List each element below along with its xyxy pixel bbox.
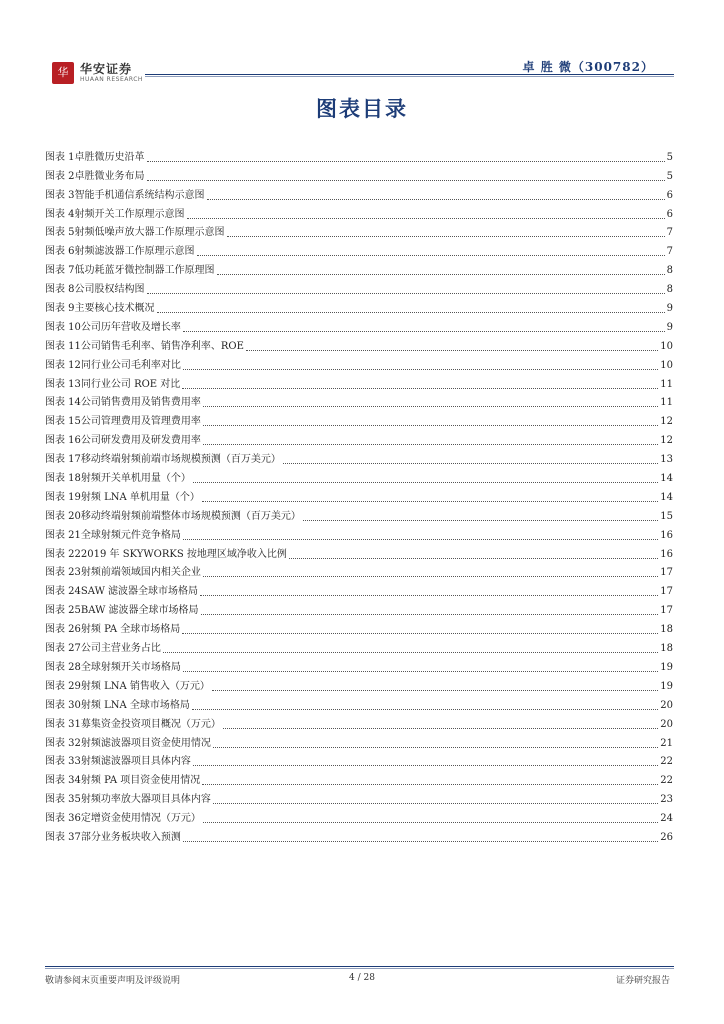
toc-entry[interactable] (45, 202, 673, 221)
toc-entry[interactable] (45, 428, 673, 447)
toc-entry-prefix: 图表 26 (45, 624, 81, 636)
toc-leader-dots (202, 783, 658, 785)
toc-entry-label: 定增资金使用情况（万元） (80, 813, 201, 825)
toc-leader-dots (193, 764, 658, 766)
toc-leader-dots (192, 708, 658, 710)
toc-entry-page: 9 (666, 303, 673, 315)
toc-entry-page: 20 (660, 718, 673, 730)
toc-entry-page: 22 (660, 756, 673, 768)
toc-leader-dots (203, 575, 658, 577)
toc-entry-page: 17 (660, 586, 673, 598)
toc-entry[interactable] (45, 787, 673, 806)
toc-entry-page: 17 (660, 567, 673, 579)
toc-entry-label: 射频 LNA 销售收入（万元） (80, 680, 210, 692)
logo-text (80, 62, 143, 84)
toc-entry-page: 6 (666, 189, 673, 201)
toc-leader-dots (227, 235, 665, 237)
toc-entry-label: 智能手机通信系统结构示意图 (74, 189, 205, 201)
footer-disclaimer: 敬请参阅末页重要声明及评级说明 (45, 976, 181, 986)
header-divider-secondary (145, 76, 674, 77)
toc-list (45, 145, 673, 844)
toc-entry-label: 射频 LNA 单机用量（个） (80, 491, 200, 503)
toc-leader-dots (147, 179, 665, 181)
toc-entry[interactable] (45, 617, 673, 636)
toc-entry-label: 部分业务板块收入预测 (80, 831, 181, 843)
toc-entry-label: 公司研发费用及研发费用率 (80, 435, 201, 447)
toc-leader-dots (207, 198, 665, 200)
toc-entry-page: 23 (660, 794, 673, 806)
toc-entry-label: 卓胜微历史沿革 (74, 151, 145, 163)
toc-entry-label: 公司销售毛利率、销售净利率、ROE (80, 340, 244, 352)
toc-entry[interactable] (45, 315, 673, 334)
toc-entry[interactable] (45, 447, 673, 466)
toc-entry-prefix: 图表 15 (45, 416, 81, 428)
toc-entry-label: 射频滤波器工作原理示意图 (74, 246, 195, 258)
toc-entry-prefix: 图表 6 (45, 246, 75, 258)
toc-entry-prefix: 图表 12 (45, 359, 81, 371)
toc-entry-page: 19 (660, 661, 673, 673)
toc-entry-label: 2019 年 SKYWORKS 按地理区域净收入比例 (80, 548, 287, 560)
toc-entry-prefix: 图表 1 (45, 151, 75, 163)
toc-entry-page: 5 (666, 170, 673, 182)
toc-entry[interactable] (45, 504, 673, 523)
toc-entry[interactable] (45, 391, 673, 410)
toc-entry-prefix: 图表 34 (45, 775, 81, 787)
toc-entry-label: 射频功率放大器项目具体内容 (80, 794, 211, 806)
toc-entry-prefix: 图表 8 (45, 284, 75, 296)
toc-leader-dots (203, 443, 658, 445)
toc-leader-dots (200, 594, 658, 596)
toc-leader-dots (212, 689, 658, 691)
toc-entry-page: 22 (660, 775, 673, 787)
toc-entry-prefix: 图表 3 (45, 189, 75, 201)
toc-entry[interactable] (45, 806, 673, 825)
toc-leader-dots (157, 311, 665, 313)
toc-entry-page: 11 (660, 378, 673, 390)
toc-entry-page: 15 (660, 510, 673, 522)
company-name: 卓 胜 微（300782） (522, 60, 654, 74)
toc-entry-prefix: 图表 19 (45, 491, 81, 503)
toc-entry-label: 募集资金投资项目概况（万元） (80, 718, 221, 730)
toc-entry-page: 18 (660, 643, 673, 655)
toc-entry[interactable] (45, 825, 673, 844)
toc-entry-label: 移动终端射频前端整体市场规模预测（百万美元） (80, 510, 301, 522)
toc-leader-dots (187, 217, 665, 219)
toc-entry-page: 18 (660, 624, 673, 636)
toc-entry[interactable] (45, 183, 673, 202)
toc-entry-page: 16 (660, 529, 673, 541)
toc-entry-label: 射频滤波器项目资金使用情况 (80, 737, 211, 749)
toc-leader-dots (203, 405, 658, 407)
toc-entry[interactable] (45, 598, 673, 617)
toc-entry-page: 13 (660, 454, 673, 466)
toc-entry-page: 17 (660, 605, 673, 617)
toc-entry-label: 公司历年营收及增长率 (80, 321, 181, 333)
toc-entry-prefix: 图表 20 (45, 510, 81, 522)
toc-entry-page: 24 (660, 813, 673, 825)
toc-entry[interactable] (45, 164, 673, 183)
toc-entry[interactable] (45, 693, 673, 712)
toc-entry[interactable] (45, 523, 673, 542)
page-title: 图表目录 (316, 96, 408, 121)
toc-entry[interactable] (45, 655, 673, 674)
toc-entry-prefix: 图表 37 (45, 831, 81, 843)
toc-entry[interactable] (45, 145, 673, 164)
toc-entry-prefix: 图表 31 (45, 718, 81, 730)
toc-leader-dots (147, 160, 665, 162)
toc-entry-page: 8 (666, 265, 673, 277)
toc-entry[interactable] (45, 579, 673, 598)
toc-entry-label: 公司股权结构图 (74, 284, 145, 296)
toc-entry-prefix: 图表 5 (45, 227, 75, 239)
toc-leader-dots (213, 802, 658, 804)
toc-entry[interactable] (45, 221, 673, 240)
toc-entry[interactable] (45, 277, 673, 296)
toc-entry-label: 全球射频开关市场格局 (80, 661, 181, 673)
toc-entry-prefix: 图表 22 (45, 548, 81, 560)
toc-entry-page: 8 (666, 284, 673, 296)
toc-entry[interactable] (45, 334, 673, 353)
toc-leader-dots (303, 519, 658, 521)
toc-entry-prefix: 图表 10 (45, 321, 81, 333)
toc-entry[interactable] (45, 466, 673, 485)
toc-entry-label: 低功耗蓝牙微控制器工作原理图 (74, 265, 215, 277)
toc-entry-page: 7 (666, 227, 673, 239)
toc-entry-prefix: 图表 30 (45, 699, 81, 711)
toc-entry-prefix: 图表 32 (45, 737, 81, 749)
toc-leader-dots (182, 632, 658, 634)
toc-entry-label: 卓胜微业务布局 (74, 170, 145, 182)
toc-leader-dots (183, 330, 665, 332)
toc-entry-page: 12 (660, 435, 673, 447)
toc-leader-dots (223, 727, 658, 729)
toc-entry-prefix: 图表 27 (45, 643, 81, 655)
toc-entry[interactable] (45, 712, 673, 731)
toc-entry[interactable] (45, 768, 673, 787)
toc-entry-page: 10 (660, 340, 673, 352)
toc-entry-page: 7 (666, 246, 673, 258)
toc-entry-prefix: 图表 21 (45, 529, 81, 541)
toc-entry[interactable] (45, 372, 673, 391)
toc-leader-dots (193, 481, 658, 483)
toc-entry-label: 射频开关工作原理示意图 (74, 208, 185, 220)
toc-entry-label: 同行业公司毛利率对比 (80, 359, 181, 371)
page-number: 4 / 28 (349, 973, 375, 983)
toc-entry-label: 射频低噪声放大器工作原理示意图 (74, 227, 225, 239)
toc-entry-page: 20 (660, 699, 673, 711)
toc-entry-label: 全球射频元件竞争格局 (80, 529, 181, 541)
toc-entry-prefix: 图表 7 (45, 265, 75, 277)
toc-entry[interactable] (45, 561, 673, 580)
toc-entry[interactable] (45, 731, 673, 750)
toc-entry-page: 14 (660, 491, 673, 503)
toc-entry-prefix: 图表 13 (45, 378, 81, 390)
toc-entry-page: 16 (660, 548, 673, 560)
toc-leader-dots (183, 670, 658, 672)
toc-leader-dots (182, 387, 658, 389)
toc-leader-dots (217, 273, 665, 275)
toc-entry-label: 射频前端领域国内相关企业 (80, 567, 201, 579)
toc-leader-dots (183, 840, 658, 842)
toc-entry[interactable] (45, 409, 673, 428)
toc-leader-dots (246, 349, 658, 351)
toc-entry-page: 5 (666, 151, 673, 163)
huaan-logo-icon: 华 (52, 62, 74, 84)
toc-entry[interactable] (45, 485, 673, 504)
toc-entry[interactable] (45, 542, 673, 561)
toc-entry-label: 公司主营业务占比 (80, 643, 161, 655)
toc-leader-dots (203, 424, 658, 426)
logo-en: HUAAN RESEARCH (80, 76, 143, 83)
toc-entry[interactable] (45, 636, 673, 655)
toc-entry-page: 12 (660, 416, 673, 428)
toc-leader-dots (163, 651, 658, 653)
toc-entry-page: 26 (660, 831, 673, 843)
toc-entry-prefix: 图表 33 (45, 756, 81, 768)
toc-entry-prefix: 图表 17 (45, 454, 81, 466)
toc-entry-page: 11 (660, 397, 673, 409)
toc-leader-dots (147, 292, 665, 294)
toc-leader-dots (197, 254, 665, 256)
toc-leader-dots (203, 821, 658, 823)
toc-entry[interactable] (45, 239, 673, 258)
toc-leader-dots (183, 368, 658, 370)
toc-entry-label: 射频 PA 全球市场格局 (80, 624, 181, 636)
footer-divider-secondary (45, 968, 674, 969)
toc-leader-dots (283, 462, 658, 464)
toc-entry-label: SAW 滤波器全球市场格局 (80, 586, 199, 598)
logo-cn: 华安证券 (80, 62, 133, 76)
toc-entry-page: 14 (660, 473, 673, 485)
toc-entry[interactable] (45, 750, 673, 769)
toc-entry-page: 19 (660, 680, 673, 692)
toc-entry-label: 主要核心技术概况 (74, 303, 155, 315)
toc-leader-dots (201, 613, 659, 615)
toc-entry-prefix: 图表 36 (45, 813, 81, 825)
header-divider (145, 74, 674, 75)
toc-entry-page: 6 (666, 208, 673, 220)
toc-leader-dots (202, 500, 658, 502)
toc-entry-label: 射频开关单机用量（个） (80, 473, 191, 485)
toc-entry-prefix: 图表 29 (45, 680, 81, 692)
footer-divider (45, 966, 674, 967)
toc-entry[interactable] (45, 296, 673, 315)
toc-entry-page: 10 (660, 359, 673, 371)
page-header (0, 0, 724, 100)
toc-entry-prefix: 图表 2 (45, 170, 75, 182)
toc-entry-prefix: 图表 24 (45, 586, 81, 598)
footer-report-type: 证券研究报告 (615, 976, 670, 986)
toc-entry-prefix: 图表 25 (45, 605, 81, 617)
toc-entry-page: 9 (666, 321, 673, 333)
toc-entry-label: 公司管理费用及管理费用率 (80, 416, 201, 428)
toc-entry-prefix: 图表 16 (45, 435, 81, 447)
toc-entry[interactable] (45, 353, 673, 372)
toc-entry-prefix: 图表 9 (45, 303, 75, 315)
toc-entry-prefix: 图表 11 (45, 340, 81, 352)
toc-entry-label: 公司销售费用及销售费用率 (80, 397, 201, 409)
toc-entry-label: 射频 PA 项目资金使用情况 (80, 775, 201, 787)
toc-entry-prefix: 图表 18 (45, 473, 81, 485)
toc-entry[interactable] (45, 258, 673, 277)
toc-entry-prefix: 图表 23 (45, 567, 81, 579)
toc-entry-prefix: 图表 4 (45, 208, 75, 220)
toc-entry-label: 移动终端射频前端市场规模预测（百万美元） (80, 454, 281, 466)
toc-entry-label: 射频滤波器项目具体内容 (80, 756, 191, 768)
toc-leader-dots (183, 538, 658, 540)
toc-entry-label: BAW 滤波器全球市场格局 (80, 605, 199, 617)
toc-entry-label: 同行业公司 ROE 对比 (80, 378, 181, 390)
toc-entry-prefix: 图表 35 (45, 794, 81, 806)
toc-entry-label: 射频 LNA 全球市场格局 (80, 699, 190, 711)
toc-entry-prefix: 图表 28 (45, 661, 81, 673)
toc-entry[interactable] (45, 674, 673, 693)
toc-entry-prefix: 图表 14 (45, 397, 81, 409)
toc-leader-dots (289, 557, 658, 559)
toc-entry-page: 21 (660, 737, 673, 749)
toc-leader-dots (213, 746, 658, 748)
